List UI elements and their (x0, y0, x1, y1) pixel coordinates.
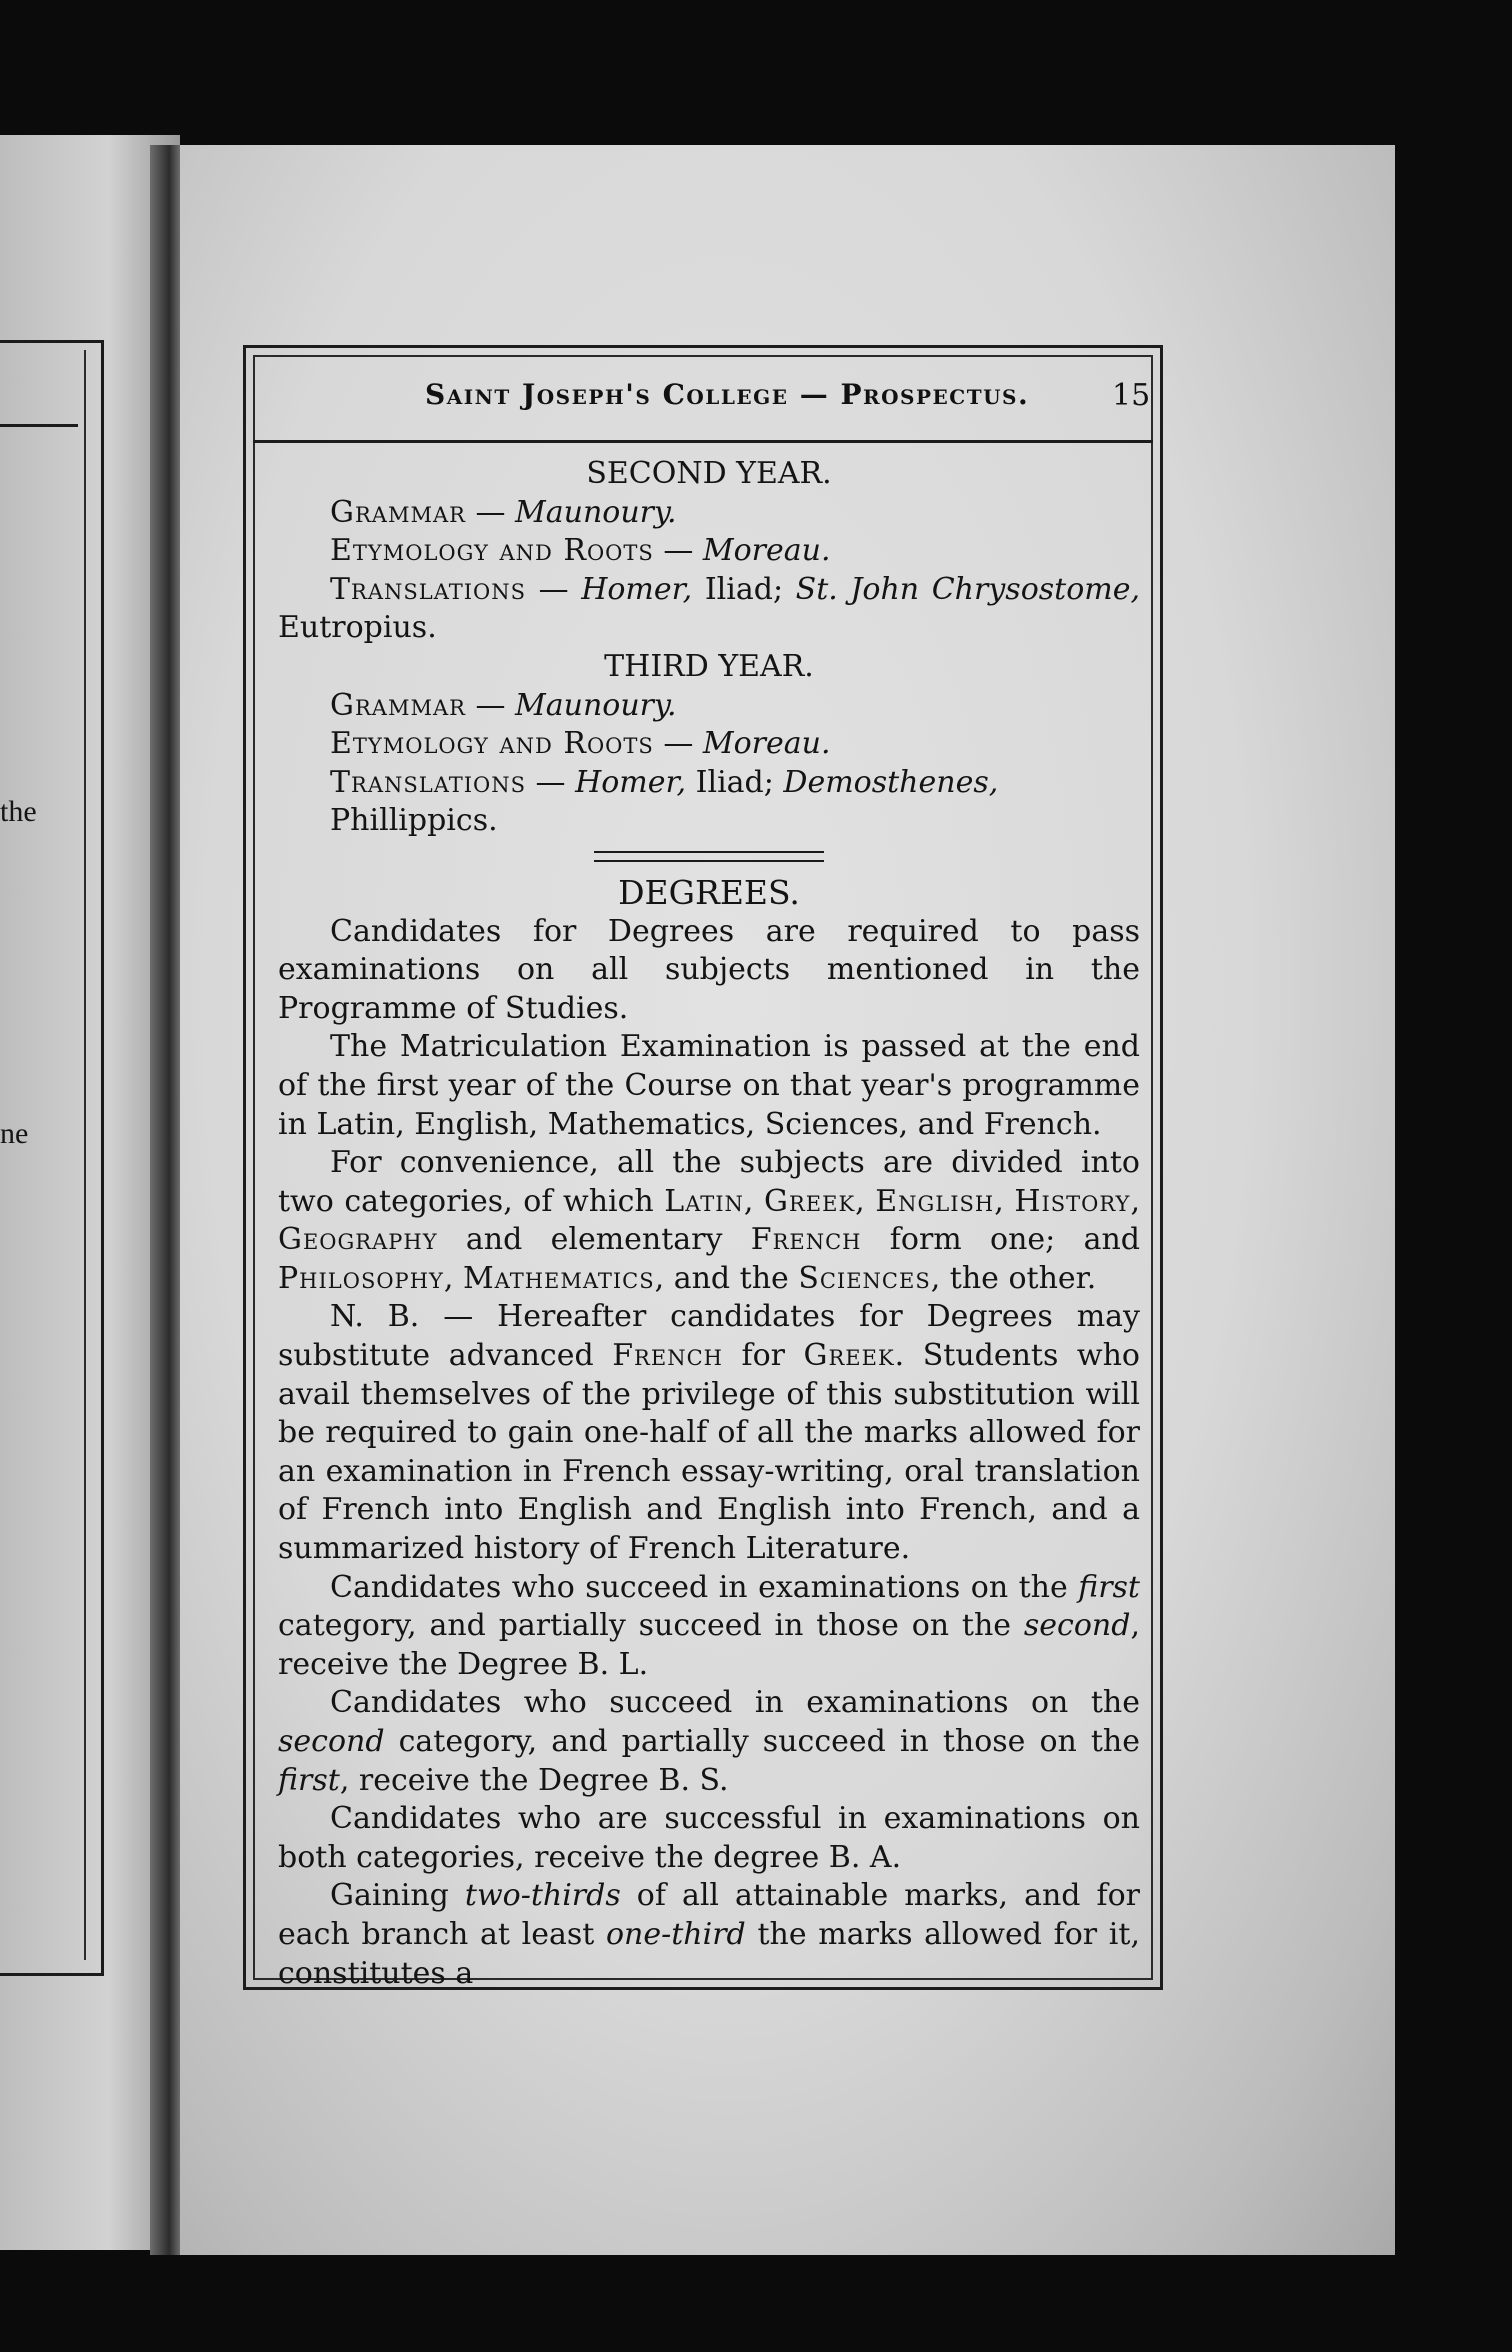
third-year-etymology: Etymology and Roots — Moreau. (330, 726, 831, 762)
subject-name: Greek (803, 1338, 895, 1374)
emphasis: first (278, 1762, 340, 1798)
course-author: St. John Chrysostome, (795, 571, 1140, 607)
text-run: the marks allowed for it, constitutes a (278, 1916, 1140, 1991)
header-rule (253, 440, 1153, 443)
course-label: Grammar (330, 494, 466, 530)
course-label: Etymology and Roots (330, 533, 654, 569)
course-label: Grammar (330, 687, 466, 723)
course-author: Moreau. (702, 533, 831, 569)
text-run: , (743, 1183, 765, 1219)
text-run: N. B. — Hereafter candidates for Degrees may substitute advanced (278, 1299, 1140, 1374)
text-run: , (1130, 1183, 1140, 1219)
text-run: category, and partially succeed in those on the (384, 1724, 1140, 1759)
course-label: Translations (330, 571, 526, 607)
section-heading-second-year: SECOND YEAR. (586, 456, 832, 491)
degrees-paragraph-8 (278, 1877, 1140, 1993)
text-run: , receive the Degree B. S. (339, 1762, 729, 1798)
text-run: , receive the Degree B. L. (278, 1608, 1140, 1682)
emphasis: two-thirds (464, 1878, 621, 1914)
subject-name: History (1014, 1183, 1131, 1219)
text-run: , the other. (930, 1260, 1097, 1296)
emphasis: second (278, 1724, 385, 1759)
left-page-inner-frame (0, 350, 86, 1960)
subject-name: Sciences (798, 1260, 931, 1296)
left-page-word: the (0, 795, 37, 828)
course-author: Maunoury. (515, 494, 677, 530)
left-page-header-rule (0, 424, 78, 427)
course-author: Demosthenes, (783, 764, 999, 800)
page-body (278, 455, 1140, 1993)
course-author: Moreau. (702, 726, 831, 762)
course-label: Translations (330, 764, 526, 800)
section-heading-degrees: DEGREES. (618, 872, 800, 912)
degrees-paragraph-4 (278, 1298, 1140, 1568)
running-head: Saint Joseph's College — Prospectus. (425, 378, 1030, 411)
degrees-paragraph-6 (278, 1684, 1140, 1800)
subject-name: Latin (664, 1183, 744, 1219)
text-run: and elementary (437, 1222, 751, 1258)
page-number: 15 (1112, 378, 1151, 413)
course-author: Maunoury. (515, 687, 677, 723)
subject-name: English (875, 1183, 995, 1219)
course-work: Phillippics. (330, 803, 498, 839)
text-run: category, and partially succeed in those on the (278, 1608, 1024, 1644)
subject-name: Geography (278, 1222, 438, 1258)
text-run: for (722, 1338, 804, 1374)
degrees-paragraph-1: Candidates for Degrees are required to pass examinations on all subjects mentioned in the Programme of Studies. (278, 913, 1140, 1026)
section-heading-third-year: THIRD YEAR. (604, 648, 814, 684)
degrees-paragraph-5 (278, 1569, 1140, 1685)
second-year-translations: Translations — Homer, Iliad; St. John Chrysostome, Eutropius. (278, 571, 1140, 646)
text-run: of all attainable marks, and for each branch at least (278, 1878, 1140, 1952)
course-work: Eutropius. (278, 610, 437, 646)
course-label: Etymology and Roots (330, 726, 654, 762)
course-work: Iliad; (686, 764, 784, 800)
text-run: Candidates who succeed in examinations on the (330, 1685, 1140, 1721)
text-run: . Students who avail themselves of the privilege of this substitution will be required to gain one-half of all the marks allowed for an examination in French essay-writing, oral translation of French into English and English into French, and a summarized history of French Literature. (278, 1338, 1140, 1567)
text-run: , (855, 1183, 876, 1219)
course-author: Homer, (581, 571, 693, 607)
degrees-paragraph-7: Candidates who are successful in examinations on both categories, receive the degree B. A. (278, 1801, 1140, 1875)
subject-name: Mathematics (462, 1260, 655, 1296)
section-divider (594, 851, 824, 862)
second-year-grammar: Grammar — Maunoury. (330, 494, 677, 530)
third-year-grammar: Grammar — Maunoury. (330, 687, 677, 723)
text-run: Candidates who succeed in examinations on the (330, 1569, 1079, 1605)
text-run: For convenience, all the subjects are divided into two categories, of which (278, 1145, 1140, 1219)
degrees-paragraph-3 (278, 1144, 1140, 1298)
third-year-translations: Translations — Homer, Iliad; Demosthenes, Phillippics. (330, 764, 999, 839)
subject-name: French (750, 1222, 862, 1258)
text-run: , and the (654, 1260, 799, 1296)
emphasis: first (1078, 1569, 1140, 1605)
subject-name: French (612, 1338, 723, 1374)
degrees-paragraph-2: The Matriculation Examination is passed at the end of the first year of the Course on that year's programme in Latin, English, Mathematics, Sciences, and French. (278, 1029, 1140, 1142)
text-run: Gaining (330, 1878, 465, 1914)
emphasis: one-third (605, 1916, 746, 1952)
text-run: , (443, 1260, 463, 1296)
text-run: , (994, 1183, 1015, 1219)
second-year-etymology: Etymology and Roots — Moreau. (330, 533, 831, 569)
course-author: Homer, (575, 764, 687, 800)
emphasis: second (1023, 1608, 1131, 1644)
text-run: form one; and (861, 1222, 1141, 1258)
subject-name: Greek (764, 1183, 856, 1219)
course-work: Iliad; (692, 571, 796, 607)
subject-name: Philosophy (278, 1260, 444, 1296)
left-page-word: ne (0, 1117, 29, 1150)
